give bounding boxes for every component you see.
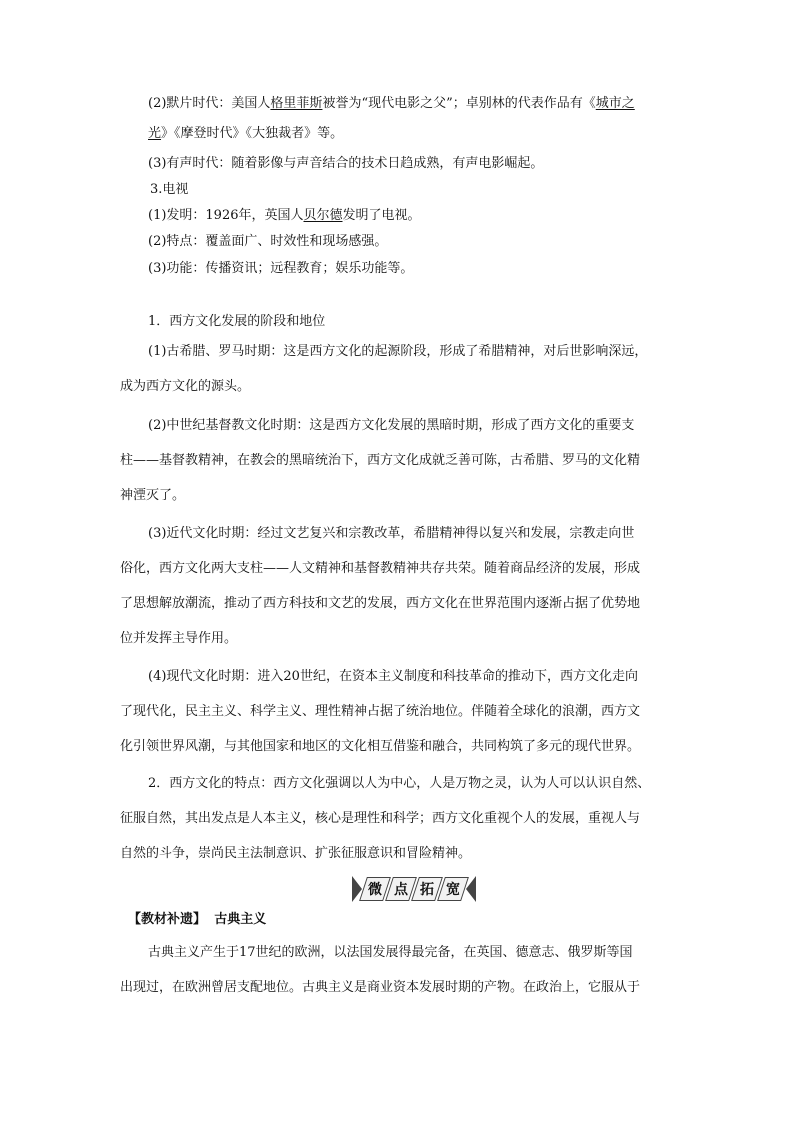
- western-p3-l3: 了思想解放潮流，推动了西方科技和文艺的发展，西方文化在世界范围内逐渐占据了优势地: [120, 596, 641, 611]
- tv-heading: 3.电视: [150, 182, 189, 197]
- banner-char-1: 微: [359, 877, 391, 901]
- sound-era-line: (3)有声时代：随着影像与声音结合的技术日趋成熟，有声电影崛起。: [148, 156, 544, 171]
- tv-features-line: (2)特点：覆盖面广、时效性和现场感强。: [148, 234, 388, 249]
- baird-name: 贝尔德: [303, 208, 343, 223]
- western-heading-1: 1．西方文化发展的阶段和地位: [148, 314, 326, 329]
- silent-era-line-1: (2)默片时代：美国人格里菲斯被誉为“现代电影之父”；卓别林的代表作品有《城市之: [148, 96, 635, 111]
- tv-functions-line: (3)功能：传播资讯；远程教育；娱乐功能等。: [148, 261, 414, 276]
- western-p1-l2: 成为西方文化的源头。: [120, 379, 251, 394]
- western-p2-l1: (2)中世纪基督教文化时期：这是西方文化发展的黑暗时期，形成了西方文化的重要支: [148, 418, 635, 433]
- western-h2-l1: 2．西方文化的特点：西方文化强调以人为中心，人是万物之灵，认为人可以认识自然、: [148, 776, 651, 791]
- western-p4-l2: 了现代化，民主主义、科学主义、理性精神占据了统治地位。伴随着全球化的浪潮，西方文: [120, 704, 641, 719]
- griffith-name: 格里菲斯: [270, 96, 323, 111]
- western-p3-l2: 俗化，西方文化两大支柱——人文精神和基督教精神共存共荣。随着商品经济的发展，形成: [120, 561, 641, 576]
- work-modern-times: 摩登时代: [180, 126, 233, 141]
- supplement-l1: 古典主义产生于17世纪的欧洲，以法国发展得最完备，在英国、德意志、俄罗斯等国: [148, 945, 633, 960]
- work-city-lights: 城市之: [595, 96, 635, 111]
- western-p4-l1: (4)现代文化时期：进入20世纪，在资本主义制度和科技革命的推动下，西方文化走向: [148, 669, 638, 684]
- work-great-dictator: 大独裁者: [252, 126, 305, 141]
- banner-char-4: 宽: [437, 877, 469, 901]
- western-p2-l3: 神湮灭了。: [120, 488, 186, 503]
- western-h2-l2: 征服自然，其出发点是人本主义，核心是理性和科学；西方文化重视个人的发展，重视人与: [120, 811, 641, 826]
- banner-char-3: 拓: [411, 877, 443, 901]
- western-p3-l1: (3)近代文化时期：经过文艺复兴和宗教改革，希腊精神得以复兴和发展，宗教走向世: [148, 526, 635, 541]
- tv-invention-line: (1)发明：1926年，英国人贝尔德发明了电视。: [148, 208, 421, 223]
- banner-char-2: 点: [385, 877, 417, 901]
- western-p4-l3: 化引领世界风潮，与其他国家和地区的文化相互借鉴和融合，共同构筑了多元的现代世界。: [120, 739, 641, 754]
- silent-era-line-2: 光》《摩登时代》《大独裁者》等。: [148, 126, 344, 141]
- western-h2-l3: 自然的斗争，崇尚民主法制意识、扩张征服意识和冒险精神。: [120, 846, 472, 861]
- western-p3-l4: 位并发挥主导作用。: [120, 631, 238, 646]
- western-p2-l2: 柱——基督教精神，在教会的黑暗统治下，西方文化成就乏善可陈，古希腊、罗马的文化精: [120, 453, 641, 468]
- supplement-heading: [128, 912, 266, 928]
- micro-point-banner: [352, 876, 476, 902]
- western-p1-l1: (1)古希腊、罗马时期：这是西方文化的起源阶段，形成了希腊精神，对后世影响深远，: [148, 344, 648, 359]
- supplement-title: 古典主义: [214, 912, 267, 927]
- supplement-l2: 出现过，在欧洲曾居支配地位。古典主义是商业资本发展时期的产物。在政治上，它服从于: [120, 980, 641, 995]
- supplement-tag: 【教材补遗】: [128, 912, 207, 927]
